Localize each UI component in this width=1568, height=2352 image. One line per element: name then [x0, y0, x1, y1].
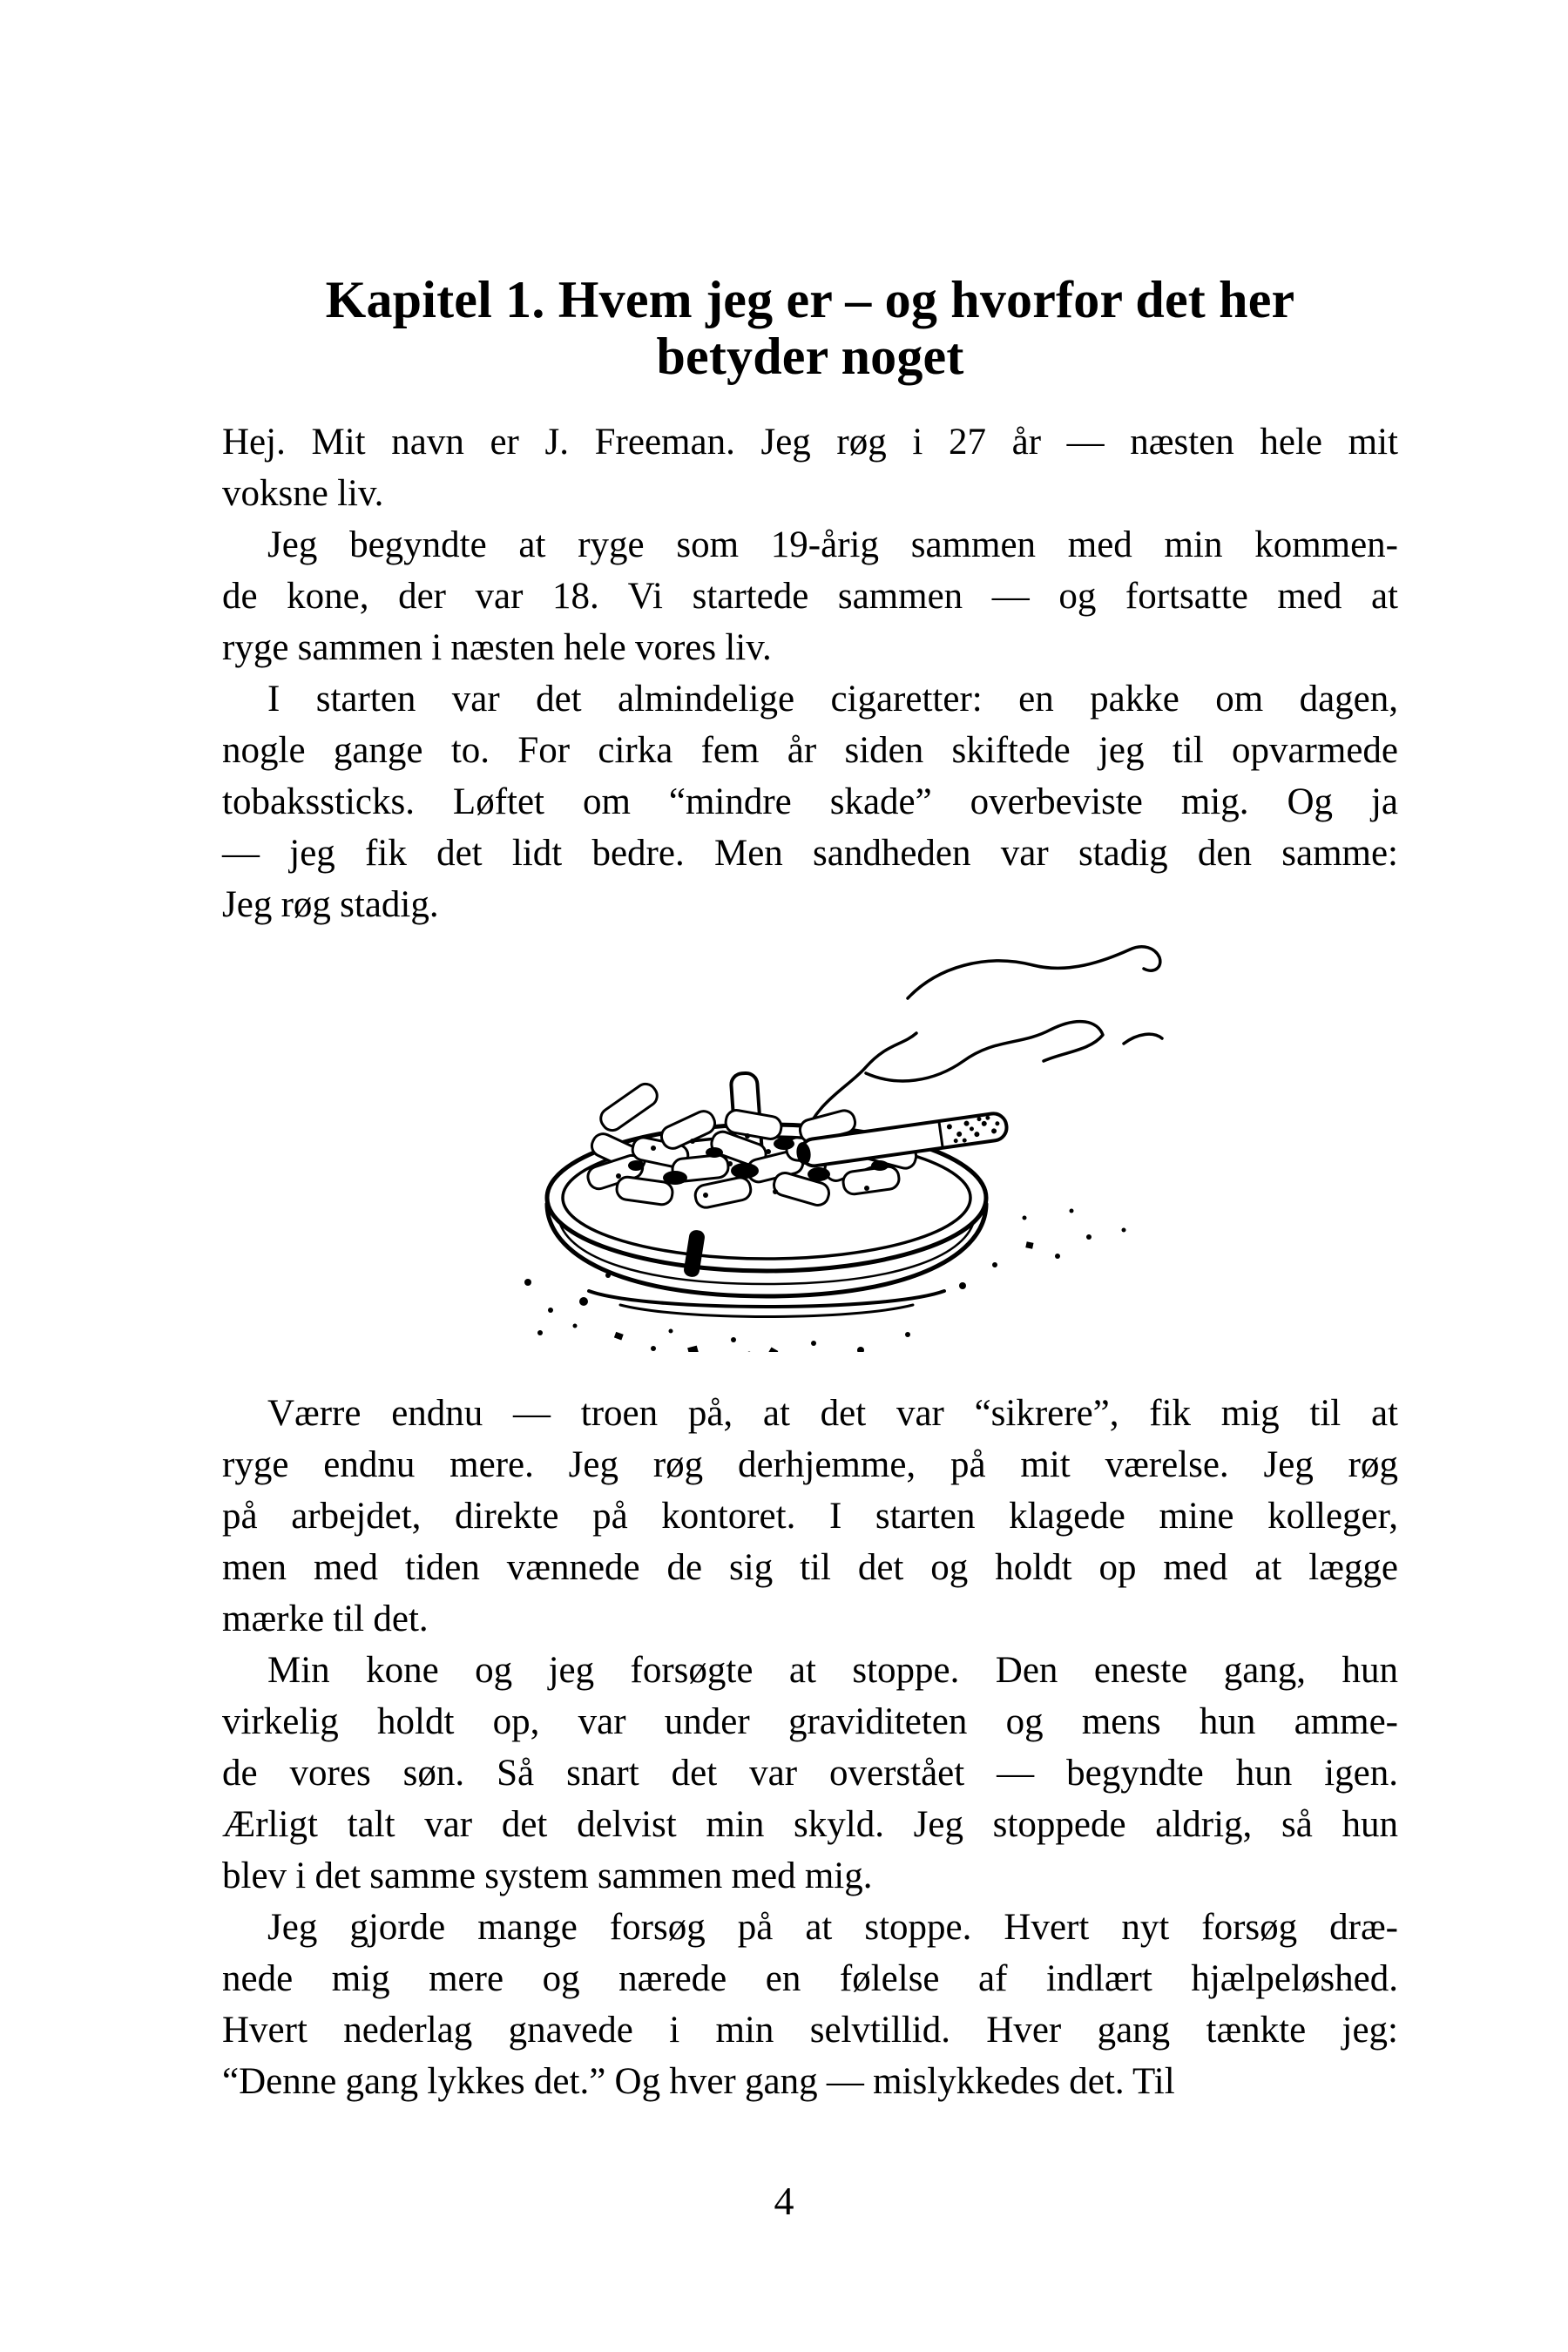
text-line: mærke til det.: [222, 1598, 429, 1639]
text-line: Ærligt talt var det delvist min skyld. Jeg stoppede aldrig, så hun: [222, 1804, 1398, 1845]
text-line: Jeg røg stadig.: [222, 884, 439, 925]
text-line: Værre endnu — troen på, at det var “sikrere”, fik mig til at: [267, 1393, 1398, 1434]
paragraphs-bottom: [222, 1388, 1398, 2107]
text-line: Min kone og jeg forsøgte at stoppe. Den eneste gang, hun: [267, 1650, 1398, 1691]
text-line: Hej. Mit navn er J. Freeman. Jeg røg i 27 år — næsten hele mit: [222, 422, 1398, 463]
paragraph: [222, 1645, 1398, 1902]
text-column: [222, 272, 1398, 2107]
text-line: I starten var det almindelige cigaretter: en pakke om dagen,: [267, 679, 1398, 720]
chapter-title: [222, 272, 1398, 385]
paragraph: [222, 1388, 1398, 1645]
ashtray-illustration: [514, 943, 1193, 1352]
paragraph: [222, 519, 1398, 673]
paragraph: [222, 416, 1398, 519]
chapter-title-line-1: Kapitel 1. Hvem jeg er – og hvorfor det her: [325, 271, 1295, 328]
text-line: ryge sammen i næsten hele vores liv.: [222, 627, 772, 668]
text-line: virkelig holdt op, var under graviditeten og mens hun amme-: [222, 1701, 1398, 1742]
text-line: ryge endnu mere. Jeg røg derhjemme, på mit værelse. Jeg røg: [222, 1444, 1398, 1485]
text-line: på arbejdet, direkte på kontoret. I starten klagede mine kolleger,: [222, 1496, 1398, 1537]
illustration-block: [222, 930, 1398, 1388]
smoke-lines: [803, 947, 1162, 1138]
paragraph: [222, 673, 1398, 930]
chapter-title-line-2: betyder noget: [656, 328, 964, 385]
text-line: men med tiden vænnede de sig til det og holdt op med at lægge: [222, 1547, 1398, 1588]
text-line: de kone, der var 18. Vi startede sammen — og fortsatte med at: [222, 576, 1398, 617]
text-line: — jeg fik det lidt bedre. Men sandheden var stadig den samme:: [222, 833, 1398, 874]
paragraph: [222, 1902, 1398, 2107]
text-line: tobakssticks. Løftet om “mindre skade” overbeviste mig. Og ja: [222, 781, 1398, 822]
text-line: blev i det samme system sammen med mig.: [222, 1855, 873, 1896]
text-line: “Denne gang lykkes det.” Og hver gang — mislykkedes det. Til: [222, 2061, 1175, 2102]
text-line: de vores søn. Så snart det var overstået — begyndte hun igen.: [222, 1753, 1398, 1794]
page-number: 4: [774, 2179, 794, 2223]
paragraphs-top: [222, 416, 1398, 930]
text-line: Jeg begyndte at ryge som 19-årig sammen med min kommen-: [267, 524, 1398, 565]
text-line: nede mig mere og nærede en følelse af indlært hjælpeløshed.: [222, 1958, 1398, 1999]
text-line: Jeg gjorde mange forsøg på at stoppe. Hvert nyt forsøg dræ-: [267, 1907, 1398, 1948]
text-line: nogle gange to. For cirka fem år siden skiftede jeg til opvarmede: [222, 730, 1398, 771]
text-line: Hvert nederlag gnavede i min selvtillid. Hver gang tænkte jeg:: [222, 2010, 1398, 2051]
text-line: voksne liv.: [222, 473, 384, 514]
